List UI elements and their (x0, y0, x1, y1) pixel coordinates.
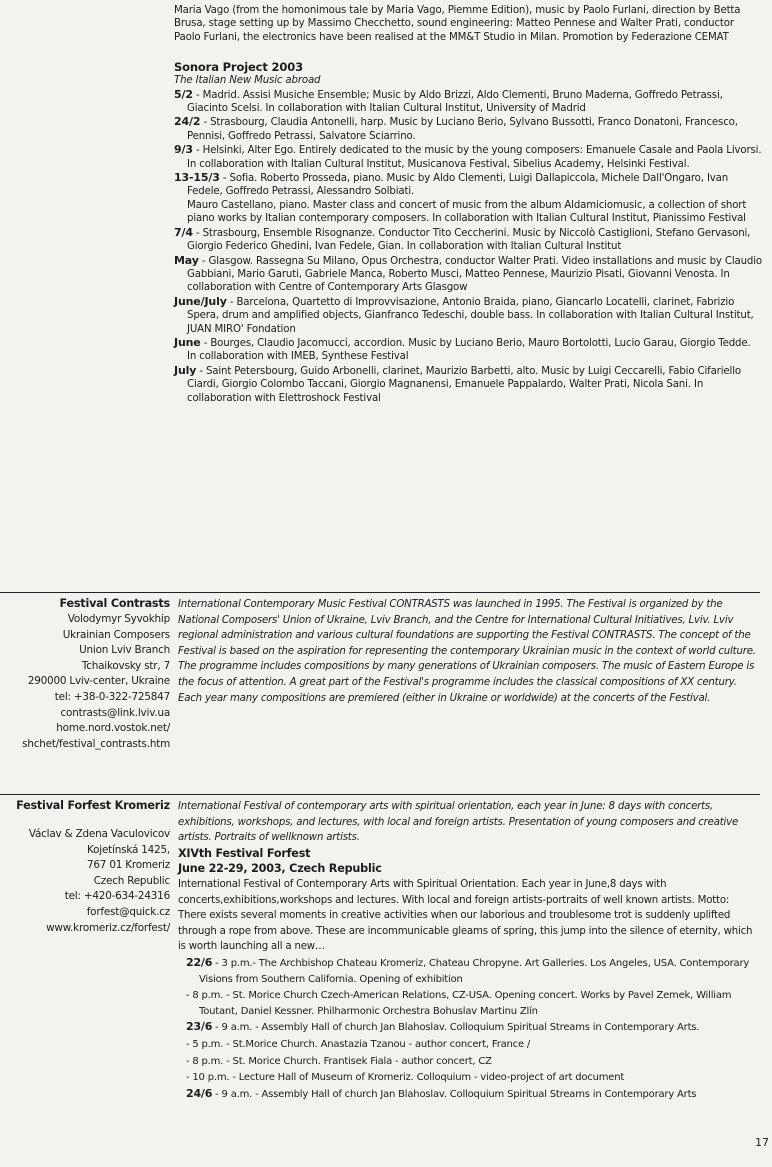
contrasts-contact-org: Union Lviv Branch (79, 644, 170, 657)
section-divider (0, 592, 760, 593)
forfest-description: International Festival of Contemporary Arts with Spiritual Orientation. Each year in June,8 days with concerts,exhibitions,workshops and lectures. With local and foreign artists-portraits of well known artists. Motto: There exists several moments in creative activities when our laborious and troublesome trot is suddenly uplifted through a rope from above. These are incommunicable gleams of spring, this jump into the silence of eternity, which is worth launching all a new… (178, 878, 753, 953)
contrasts-contact-email[interactable]: contrasts@link.lviv.ua (60, 706, 170, 719)
schedule-item: - 8 p.m. - St. Morice Church. Frantisek Fiala - author concert, CZ (186, 1055, 492, 1067)
sonora-entry: 24/2 - Strasbourg, Claudia Antonelli, harp. Music by Luciano Berio, Sylvano Bussotti, Franco Donatoni, Francesco, Pennisi, Goffredo Petrassi, Salvatore Sciarrino. (174, 115, 738, 142)
section-divider (0, 794, 760, 795)
forfest-contact-name: Václav & Zdena Vaculovicov (28, 828, 170, 840)
forfest-contact-phone: tel: +420-634-24316 (64, 890, 170, 903)
forfest-edition-dates: June 22-29, 2003, Czech Republic (178, 862, 382, 876)
sonora-entry: 7/4 - Strasbourg, Ensemble Risognanze. Conductor Tito Ceccherini. Music by Niccolò Castiglioni, Stefano Gervasoni, Giorgio Federico Ghedini, Ivan Fedele, Gian. In collaboration with Italian Cultural Institut (174, 225, 751, 253)
schedule-item: 23/6 - 9 a.m. - Assembly Hall of church Jan Blahoslav. Colloquium Spiritual Streams in Contemporary Arts. (186, 1020, 700, 1034)
contrasts-contact-website[interactable]: shchet/festival_contrasts.htm (22, 737, 170, 750)
contrasts-contact-org: Ukrainian Composers (62, 628, 170, 641)
forfest-sidebar-title: Festival Forfest Kromeriz (16, 799, 170, 812)
sonora-entry: May - Glasgow. Rassegna Su Milano, Opus Orchestra, conductor Walter Prati. Video installations and music by Claudio Gabbiani, Mario Garuti, Gabriele Manca, Roberto Musci, Matteo Pennese, Maurizio Pisati, Giovanni Venosta. In collaboration with Centre of Contemporary Arts Glasgow (174, 253, 762, 294)
forfest-sidebar (0, 798, 170, 936)
sonora-title: Sonora Project 2003 (174, 60, 303, 75)
contrasts-contact-website[interactable]: home.nord.vostok.net/ (56, 722, 170, 735)
forfest-schedule (178, 955, 760, 1102)
schedule-item: - 10 p.m. - Lecture Hall of Museum of Kromeriz. Colloquium - video-project of art document (186, 1072, 625, 1084)
forfest-intro: International Festival of contemporary arts with spiritual orientation, each year in June: 8 days with concerts, exhibitions, workshops, and lectures, with local and foreign artists. Presentation of young composers and creative artists. Portraits of wellknown artists. (178, 801, 739, 844)
sonora-entry: June/July - Barcelona, Quartetto di Improvvisazione, Antonio Braida, piano, Giancarlo Locatelli, clarinet, Fabrizio Spera, drum and amplified objects, Gianfranco Tedeschi, double bass. In collaboration with Italian Cultural Institut, JUAN MIRO' Fondation (174, 294, 754, 335)
contrasts-contact-address: 290000 Lviv-center, Ukraine (27, 675, 170, 688)
sonora-subtitle: The Italian New Music abroad (174, 75, 321, 87)
contrasts-sidebar-title: Festival Contrasts (59, 597, 170, 610)
sonora-entry-list (174, 88, 762, 405)
forfest-contact-address: Czech Republic (93, 874, 170, 887)
forfest-contact-website[interactable]: www.kromeriz.cz/forfest/ (46, 921, 170, 934)
forfest-contact-address: 767 01 Kromeriz (86, 859, 170, 872)
contrasts-contact-phone: tel: +38-0-322-725847 (54, 690, 170, 703)
forfest-body (178, 799, 760, 1102)
contrasts-contact-name: Volodymyr Syvokhip (67, 613, 170, 625)
forfest-edition-title: XIVth Festival Forfest (178, 846, 311, 860)
schedule-item: - 5 p.m. - St.Morice Church. Anastazia Tzanou - author concert, France / (186, 1038, 531, 1050)
sonora-entry: 9/3 - Helsinki, Alter Ego. Entirely dedicated to the music by the young composers: Emanuele Casale and Paola Livorsi. In collaboration with Italian Cultural Institut, Musicanova Festival, Sibelius Academy, Helsinki Festival. (174, 143, 762, 170)
schedule-item: 22/6 - 3 p.m.- The Archbishop Chateau Kromeriz, Chateau Chropyne. Art Galleries. Los Angeles, USA. Contemporary Visions from Southern California. Opening of exhibition (186, 955, 750, 985)
sonora-entry: 5/2 - Madrid. Assisi Musiche Ensemble; Music by Aldo Brizzi, Aldo Clementi, Bruno Maderna, Goffredo Petrassi, Giacinto Scelsi. In collaboration with Italian Cultural Institut, University of Madrid (174, 87, 723, 115)
contrasts-sidebar (0, 596, 170, 752)
sonora-entry: June - Bourges, Claudio Jacomucci, accordion. Music by Luciano Berio, Mauro Bortolotti, Lucio Garau, Giorgio Tedde. In collaboration with IMEB, Synthese Festival (174, 335, 751, 363)
sonora-entry: 13-15/3 - Sofia. Roberto Prosseda, piano. Music by Aldo Clementi, Luigi Dallapiccola, Michele Dall'Ongaro, Ivan Fedele, Goffredo Petrassi, Alessandro Solbiati. Mauro Castellano, piano. Master class and concert of music from the album Aldamiciomusic, a collection of short piano works by Italian contemporary composers. In collaboration with Italian Cultural Institut, Pianissimo Festival (174, 171, 747, 225)
schedule-item: 24/6 - 9 a.m. - Assembly Hall of church Jan Blahoslav. Colloquium Spiritual Streams in Contemporary Arts (186, 1086, 697, 1100)
sonora-entry: July - Saint Petersbourg, Guido Arbonelli, clarinet, Maurizio Barbetti, alto. Music by Luigi Ceccarelli, Fabio Cifariello Ciardi, Giorgio Colombo Taccani, Giorgio Magnanensi, Emanuele Pappalardo, Walter Prati, Nicola Sani. In collaboration with Elettroshock Festival (174, 363, 741, 404)
contrasts-description: International Contemporary Music Festival CONTRASTS was launched in 1995. The Festival is organized by the National Composers' Union of Ukraine, Lviv Branch, and the Centre for International Cultural Initiatives, Lviv. Lviv regional administration and various cultural foundations are supporting the Festival CONTRASTS. The concept of the Festival is based on the aspiration for representing the contemporary Ukrainian music in the context of world culture. The programme includes compositions by many generations of Ukrainian composers. The music of Eastern Europe is the focus of attention. A great part of the Festival's programme includes the classical compositions of XX century. Each year many compositions are premiered (either in Ukraine or worldwide) at the concerts of the Festival. (178, 599, 756, 704)
intro-paragraph: Maria Vago (from the homonimous tale by Maria Vago, Piemme Edition), music by Paolo Furlani, direction by Betta Brusa, stage setting up by Massimo Checchetto, sound engineering: Matteo Pennese and Walter Prati, conductor Paolo Furlani, the electronics have been realised at the MM&T Studio in Milan. Promotion by Federazione CEMAT (174, 5, 741, 43)
upper-column (174, 4, 762, 405)
forfest-contact-email[interactable]: forfest@quick.cz (86, 905, 170, 918)
forfest-contact-address: Kojetínská 1425, (87, 843, 170, 856)
page-number: 17 (755, 1136, 769, 1149)
contrasts-contact-address: Tchaikovsky str, 7 (81, 659, 170, 672)
schedule-item: - 8 p.m. - St. Morice Church Czech-American Relations, CZ-USA. Opening concert. Works by Pavel Zemek, William Toutant, Daniel Kessner. Philharmonic Orchestra Bohuslav Martinu Zlín (186, 990, 732, 1017)
